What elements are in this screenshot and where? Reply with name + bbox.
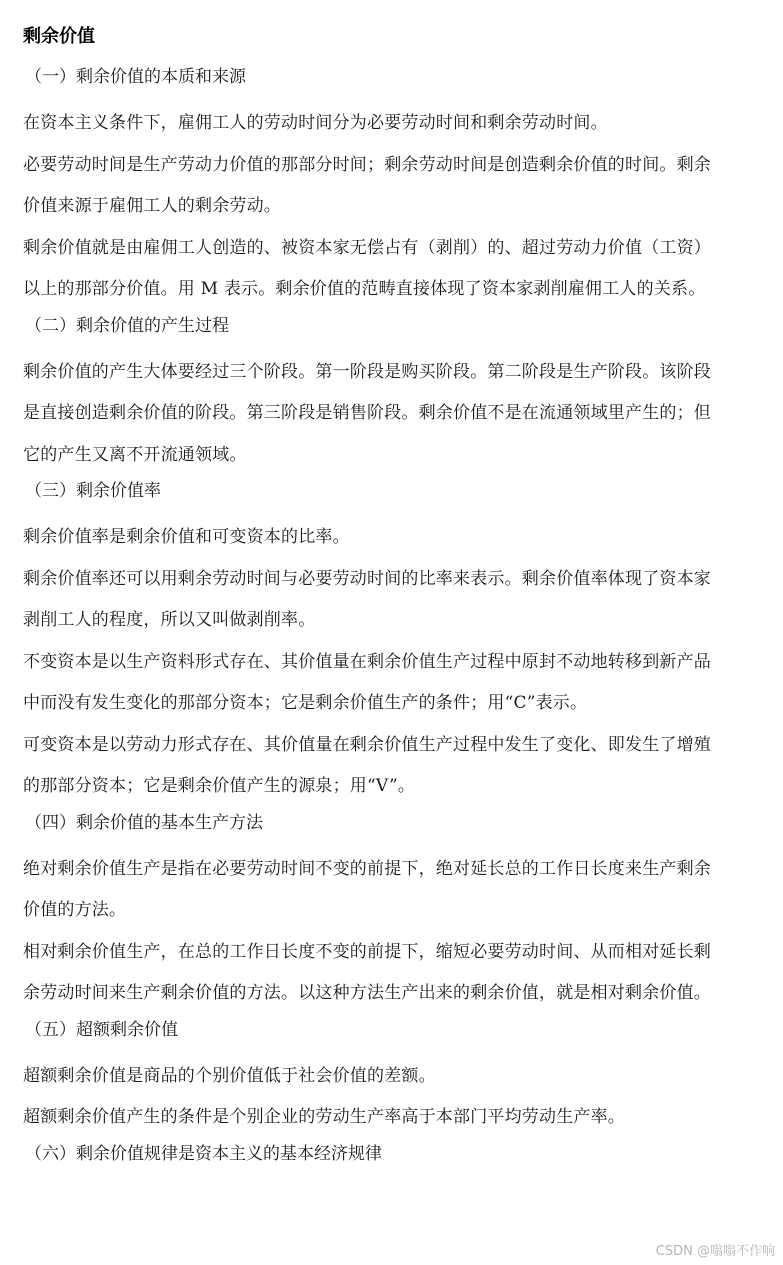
document-body [23, 22, 723, 1180]
paragraph: 超额剩余价值产生的条件是个别企业的劳动生产率高于本部门平均劳动生产率。 [23, 1107, 625, 1127]
paragraph: 剩余价值的产生大体要经过三个阶段。第一阶段是购买阶段。第二阶段是生产阶段。该阶段是直接创造剩余价值的阶段。第三阶段是销售阶段。剩余价值不是在流通领域里产生的；但它的产生又离不开流通领域。 [23, 361, 711, 465]
paragraph: 剩余价值就是由雇佣工人创造的、被资本家无偿占有（剥削）的、超过劳动力价值（工资）以上的那部分价值。用 M 表示。剩余价值的范畴直接体现了资本家剥削雇佣工人的关系。 [23, 237, 711, 299]
paragraph: 必要劳动时间是生产劳动力价值的那部分时间；剩余劳动时间是创造剩余价值的时间。剩余价值来源于雇佣工人的剩余劳动。 [23, 154, 711, 216]
section-heading-6: （六）剩余价值规律是资本主义的基本经济规律 [25, 1143, 382, 1164]
section-heading-2: （二）剩余价值的产生过程 [25, 315, 229, 336]
csdn-watermark: CSDN @嗡嗡不作响 [655, 1244, 775, 1259]
section-heading-4: （四）剩余价值的基本生产方法 [25, 812, 263, 833]
paragraph: 在资本主义条件下，雇佣工人的劳动时间分为必要劳动时间和剩余劳动时间。 [23, 113, 608, 133]
paragraph: 相对剩余价值生产，在总的工作日长度不变的前提下，缩短必要劳动时间、从而相对延长剩余劳动时间来生产剩余价值的方法。以这种方法生产出来的剩余价值，就是相对剩余价值。 [23, 941, 711, 1003]
document-title: 剩余价值 [23, 26, 95, 47]
paragraph: 剩余价值率还可以用剩余劳动时间与必要劳动时间的比率来表示。剩余价值率体现了资本家剥削工人的程度，所以又叫做剥削率。 [23, 568, 711, 630]
paragraph: 剩余价值率是剩余价值和可变资本的比率。 [23, 527, 350, 547]
section-heading-1: （一）剩余价值的本质和来源 [25, 67, 246, 87]
paragraph: 超额剩余价值是商品的个别价值低于社会价值的差额。 [23, 1065, 436, 1086]
section-heading-5: （五）超额剩余价值 [25, 1019, 178, 1040]
paragraph: 绝对剩余价值生产是指在必要劳动时间不变的前提下，绝对延长总的工作日长度来生产剩余价值的方法。 [23, 858, 711, 920]
paragraph: 不变资本是以生产资料形式存在、其价值量在剩余价值生产过程中原封不动地转移到新产品中而没有发生变化的那部分资本；它是剩余价值生产的条件；用“C”表示。 [23, 651, 711, 713]
section-heading-3: （三）剩余价值率 [25, 481, 161, 501]
paragraph: 可变资本是以劳动力形式存在、其价值量在剩余价值生产过程中发生了变化、即发生了增殖的那部分资本；它是剩余价值产生的源泉；用“V”。 [23, 734, 711, 796]
